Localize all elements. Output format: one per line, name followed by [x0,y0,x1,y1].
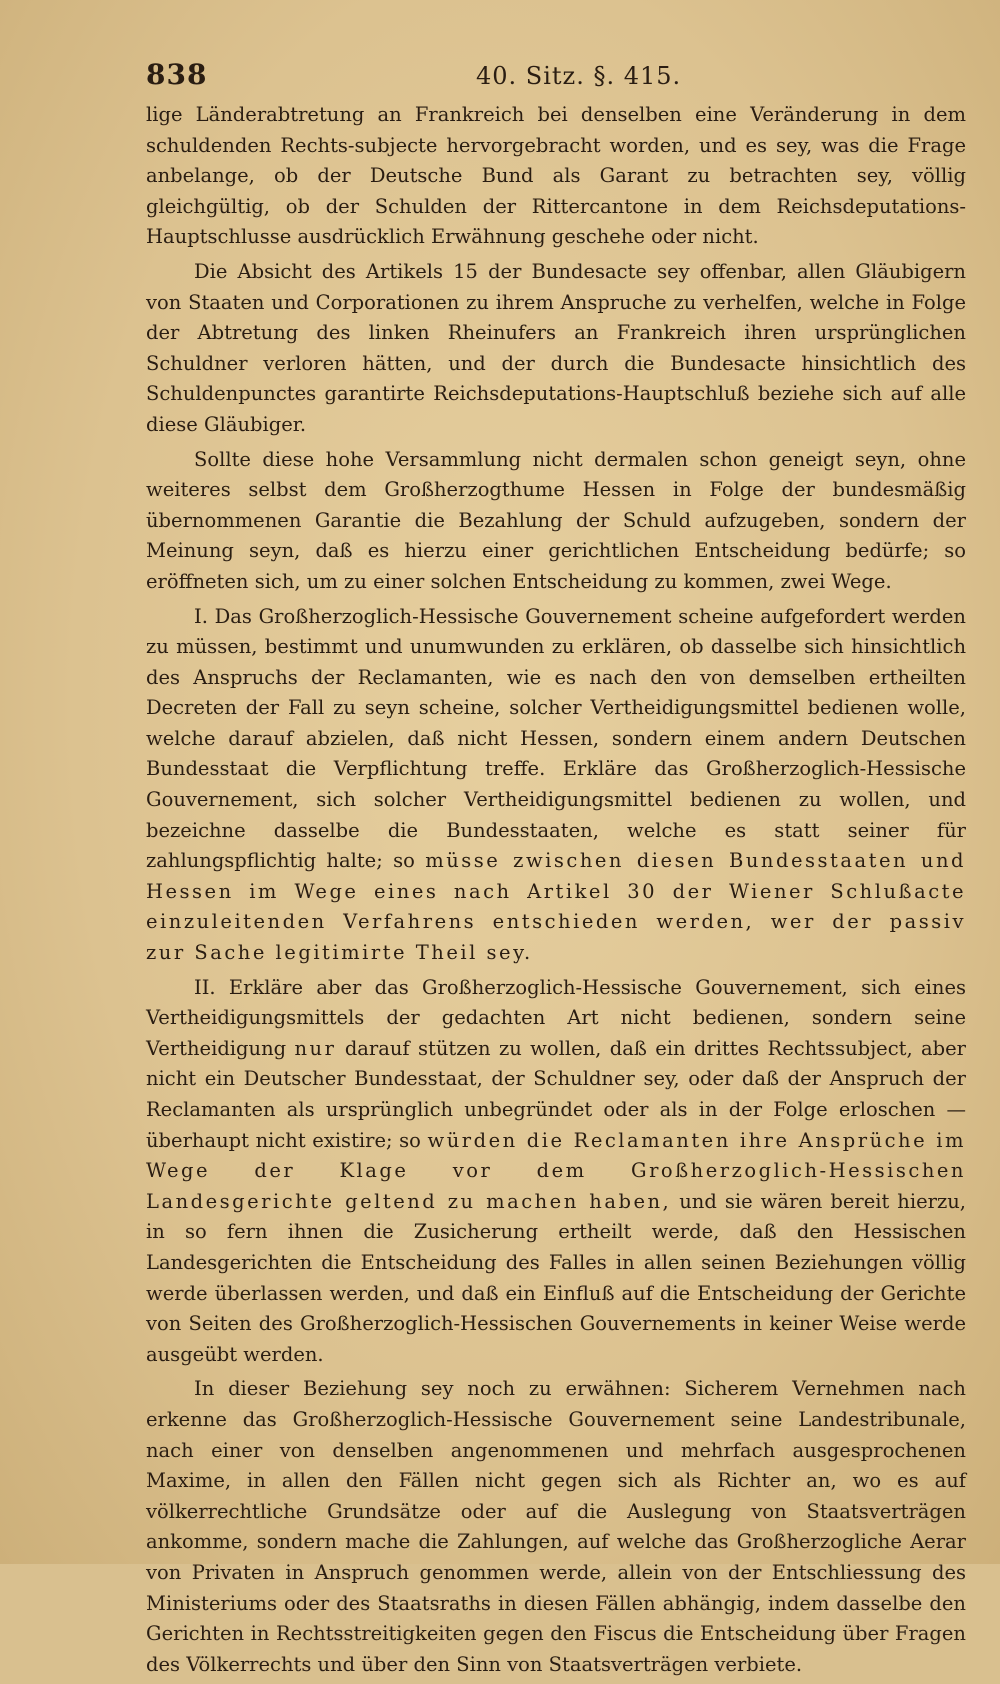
page-number: 838 [146,58,208,91]
paragraph-two-ways: Sollte diese hohe Versammlung nicht dermalen schon geneigt seyn, ohne weiteres selbst dem Großherzogthume Hessen in Folge der bundesmäßig übernommenen Garantie die Bezahlung der Schuld aufzugeben, sondern der Meinung seyn, daß es hierzu einer gerichtlichen Entscheidung bedürfe; so eröffneten sich, um zu einer solchen Entscheidung zu kommen, zwei Wege. [146,447,966,593]
section-two-text-mid: darauf stützen zu wollen, daß ein drittes Rechtssubject, aber nicht ein Deutscher Bundesstaat, der Schuldner sey, oder daß der Anspruch der Reclamanten als ursprünglich unbegründet oder als in der Folge erloschen — überhaupt nicht existire; so [146,1036,966,1152]
section-one-text: I. Das Großherzoglich-Hessische Gouvernement scheine aufgefordert werden zu müssen, bestimmt und unumwunden zu erklären, ob dasselbe sich hinsichtlich des Anspruchs der Reclamanten, wie es nach den von demselben ertheilten Decreten der Fall zu seyn scheine, solcher Vertheidigungsmittel bedienen wolle, welche darauf abzielen, daß nicht Hessen, sondern einem andern Deutschen Bundesstaat die Verpflichtung treffe. Erkläre das Großherzoglich-Hessische Gouvernement, sich solcher Vertheidigungsmittel bedienen zu wollen, und bezeichne dasselbe die Bundesstaaten, welche es statt seiner für zahlungspflichtig halte; so [146,604,966,873]
section-one-paragraph [146,602,966,969]
running-head: 40. Sitz. §. 415. [476,62,682,90]
section-two-emphasis: würden die Reclamanten ihre Ansprüche im Wege der Klage vor dem Großherzoglich-Hessischen Landesgerichte geltend zu machen haben, [146,1128,966,1213]
section-two-emphasis-nur: nur [294,1036,337,1060]
page-header [146,58,966,98]
closing-paragraph: In dieser Beziehung sey noch zu erwähnen: Sicherem Vernehmen nach erkenne das Großherzoglich-Hessische Gouvernement seine Landestribunale, nach einer von denselben angenommenen und mehrfach ausgesprochenen Maxime, in allen den Fällen nicht gegen sich als Richter an, wo es auf völkerrechtliche Grundsätze oder auf die Auslegung von Staatsverträgen ankomme, sondern mache die Zahlungen, auf welche das Großherzogliche Aerar von Privaten in Anspruch genommen werde, allein von der Entschliessung des Ministeriums oder des Staatsraths in diesen Fällen abhängig, indem dasselbe den Gerichten in Rechtsstreitigkeiten gegen den Fiscus die Entscheidung über Fragen des Völkerrechts und über den Sinn von Staatsverträgen verbiete. [146,1377,966,1676]
paragraph-continuation: lige Länderabtretung an Frankreich bei denselben eine Veränderung in dem schuldenden Rechts-subjecte hervorgebracht worden, und es sey, was die Frage anbelange, ob der Deutsche Bund als Garant zu betrachten sey, völlig gleichgültig, ob der Schulden der Rittercantone in dem Reichsdeputations-Hauptschlusse ausdrücklich Erwähnung geschehe oder nicht. [146,103,966,249]
section-two-text-end: und sie wären bereit hierzu, in so fern ihnen die Zusicherung ertheilt werde, daß den Hessischen Landesgerichten die Entscheidung des Falles in allen seinen Beziehungen völlig werde überlassen werden, und daß ein Einfluß auf die Entscheidung der Gerichte von Seiten des Großherzoglich-Hessischen Gouvernements in keiner Weise werde ausgeübt werden. [146,1189,966,1366]
section-one-emphasis: müsse zwischen diesen Bundesstaaten und Hessen im Wege eines nach Artikel 30 der Wiener Schlußacte einzuleitenden Verfahrens entschieden werden, wer der passiv zur Sache legitimirte Theil sey. [146,849,966,965]
section-two-paragraph [146,973,966,1371]
section-two-text-start: II. Erkläre aber das Großherzoglich-Hessische Gouvernement, sich eines Vertheidigungsmittels der gedachten Art nicht bedienen, sondern seine Vertheidigung [146,975,966,1060]
page-body [146,100,966,1684]
paragraph-article-15: Die Absicht des Artikels 15 der Bundesacte sey offenbar, allen Gläubigern von Staaten und Corporationen zu ihrem Anspruche zu verhelfen, welche in Folge der Abtretung des linken Rheinufers an Frankreich ihren ursprünglichen Schuldner verloren hätten, und der durch die Bundesacte hinsichtlich des Schuldenpunctes garantirte Reichsdeputations-Hauptschluß beziehe sich auf alle diese Gläubiger. [146,259,966,436]
